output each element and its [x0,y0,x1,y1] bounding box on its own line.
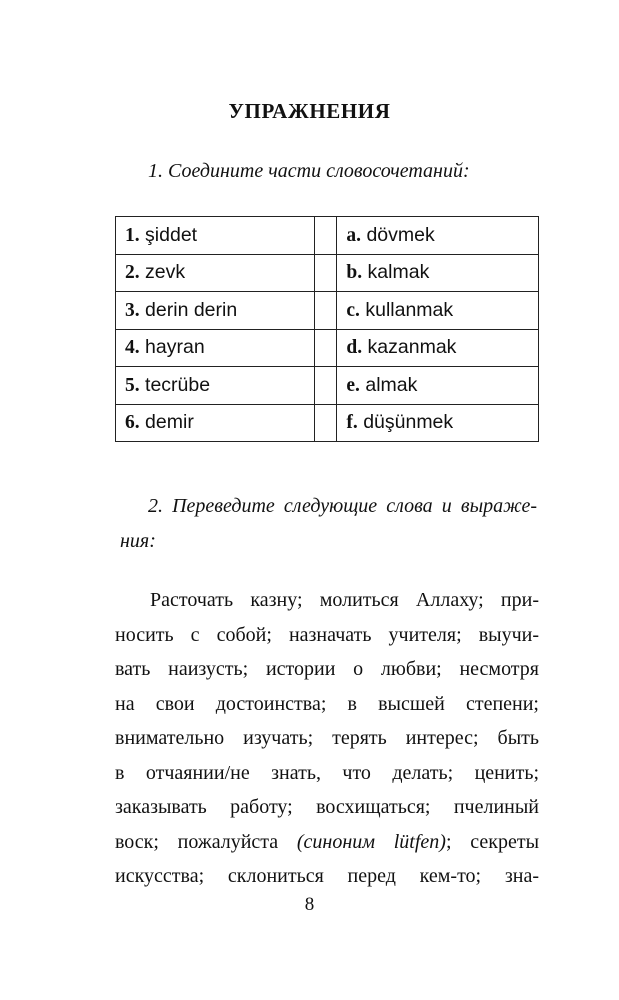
spacer-cell [315,217,337,255]
left-cell: 4. hayran [116,329,315,367]
spacer-cell [315,367,337,405]
table-row [116,367,539,405]
left-cell: 2. zevk [116,254,315,292]
text-line: носить с собой; назначать учителя; выучи- [115,623,539,646]
left-cell: 5. tecrübe [116,367,315,405]
text-line: в отчаянии/не знать, что делать; ценить; [115,761,539,784]
exercise-2-instruction [120,489,537,558]
exercise-1-instruction: 1. Соедините части словосочетаний: [148,160,470,182]
spacer-cell [315,292,337,330]
spacer-cell [315,254,337,292]
text-line: искусства; склониться перед кем-то; зна- [115,865,539,887]
page-number: 8 [304,894,315,915]
exercise-2-text [115,583,539,894]
table-row [116,292,539,330]
section-heading: УПРАЖНЕНИЯ [228,99,391,123]
table-row [116,329,539,367]
left-cell: 1. şiddet [116,217,315,255]
instruction-line: 2. Переведите следующие слова и выраже- [148,495,537,517]
right-cell: e. almak [337,367,539,405]
table-row [116,217,539,255]
text-line: воск; пожалуйста (синоним lütfen); секреты [115,830,540,853]
right-cell: a. dövmek [337,217,539,255]
italic-note: (синоним lütfen) [296,830,446,853]
left-cell: 3. derin derin [116,292,315,330]
right-cell: d. kazanmak [337,329,539,367]
table-row [116,254,539,292]
right-cell: f. düşünmek [337,404,539,442]
right-cell: b. kalmak [337,254,539,292]
right-cell: c. kullanmak [337,292,539,330]
spacer-cell [315,329,337,367]
text-line: заказывать работу; восхищаться; пчелиный [115,796,539,818]
table-row [116,404,539,442]
left-cell: 6. demir [116,404,315,442]
text-line: Расточать казну; молиться Аллаху; при- [150,589,539,611]
text-line: внимательно изучать; терять интерес; быть [115,727,539,749]
text-line: на свои достоинства; в высшей степени; [115,692,539,715]
instruction-line: ния: [120,529,156,552]
spacer-cell [315,404,337,442]
matching-table [115,216,539,442]
text-line: вать наизусть; истории о любви; несмотря [115,658,539,680]
